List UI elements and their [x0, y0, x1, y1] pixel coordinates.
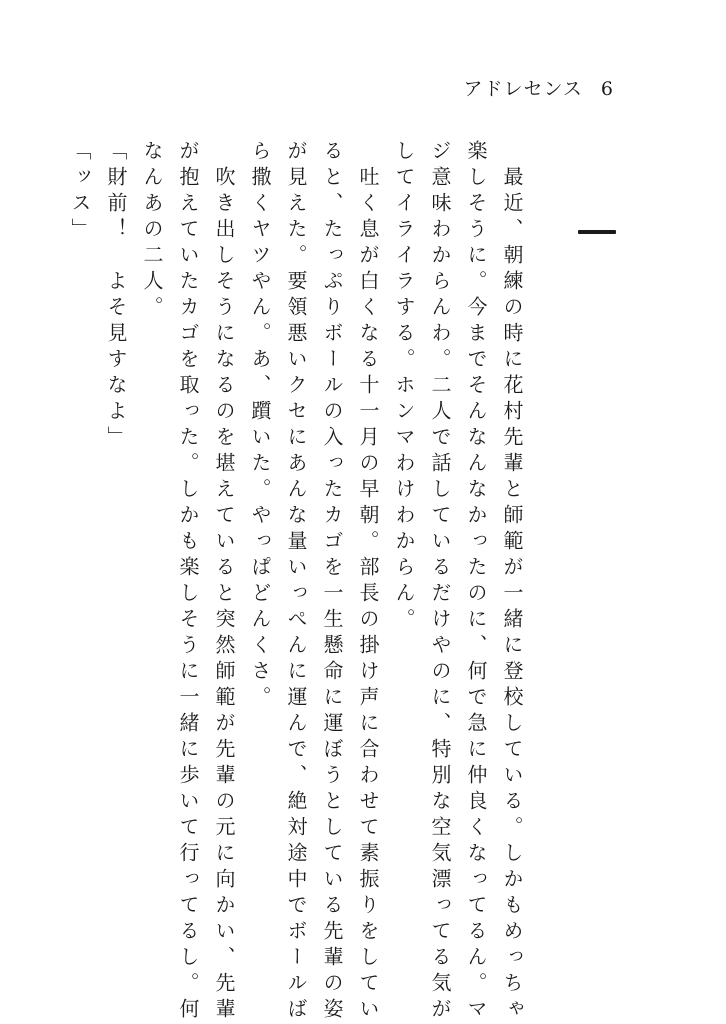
text-line: なんあの二人。 — [140, 140, 164, 322]
text-line: してイライラする。ホンマわけわからん。 — [392, 140, 416, 634]
dialogue-line: 「財前！ よそ見すなよ」 — [104, 140, 128, 452]
text-line: 最近、朝練の時に花村先輩と師範が一緒に登校している。しかもめっちゃ — [500, 140, 524, 1024]
page-number: 6 — [600, 78, 614, 100]
text-line: ら撒くヤツやん。あ、躓いた。やっぱどんくさ。 — [248, 140, 272, 712]
book-title: アドレセンス — [463, 78, 583, 100]
dialogue-line: 「ッス」 — [68, 140, 92, 244]
text-line: が抱えていたカゴを取った。しかも楽しそうに一緒に歩いて行ってるし。何 — [176, 140, 200, 1024]
text-line: が見えた。要領悪いクセにあんな量いっぺんに運んで、絶対途中でボールば — [284, 140, 308, 1024]
text-line: 吹き出しそうになるのを堪えていると突然師範が先輩の元に向かい、先輩 — [212, 140, 236, 1024]
text-line: ジ意味わからんわ。二人で話しているだけやのに、特別な空気漂ってる気が — [428, 140, 452, 1024]
text-line: 吐く息が白くなる十一月の早朝。部長の掛け声に合わせて素振りをしてい — [356, 140, 380, 1024]
chapter-number — [574, 220, 618, 250]
text-line: ると、たっぷりボールの入ったカゴを一生懸命に運ぼうとしている先輩の姿 — [320, 140, 344, 1024]
running-header — [463, 74, 614, 101]
chapter-number-glyph — [578, 230, 616, 234]
text-line: 楽しそうに。今までそんなんなかったのに、何で急に仲良くなってるん。マ — [464, 140, 488, 1024]
body-text — [62, 140, 530, 1024]
